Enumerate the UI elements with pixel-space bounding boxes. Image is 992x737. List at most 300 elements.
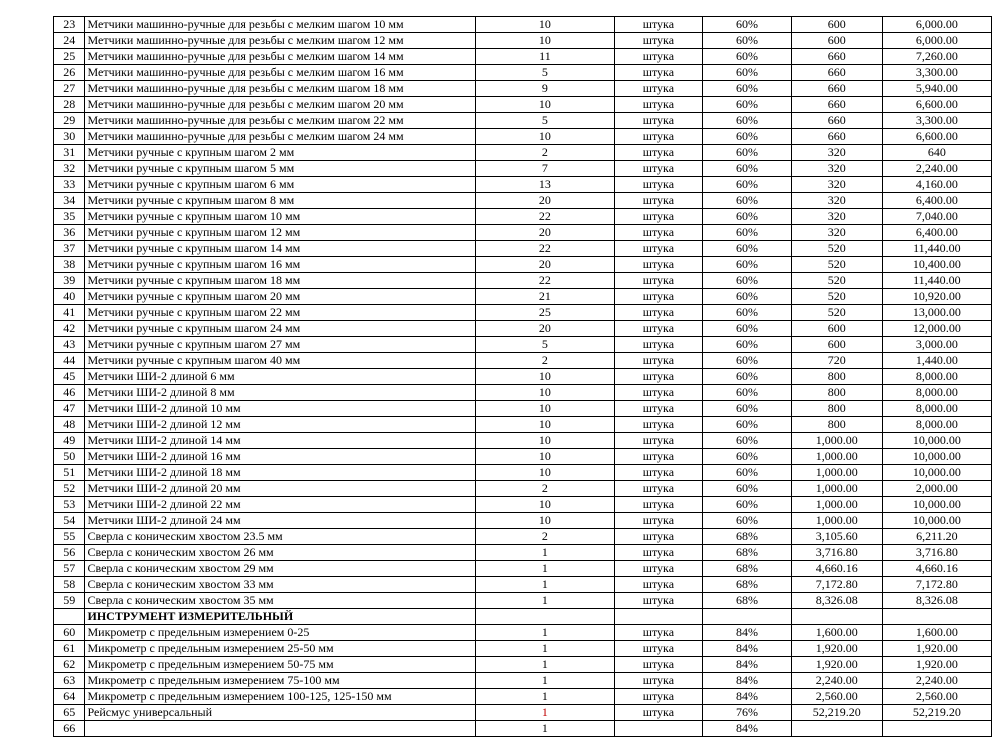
row-number-cell: 65: [54, 705, 85, 721]
percent-cell: 60%: [703, 17, 792, 33]
unit-cell: штука: [614, 177, 703, 193]
item-name-cell: Микрометр с предельным измерением 100-125, 125-150 мм: [85, 689, 476, 705]
quantity-cell: 10: [476, 497, 614, 513]
total-cell: 3,716.80: [882, 545, 991, 561]
item-name-cell: Микрометр с предельным измерением 0-25: [85, 625, 476, 641]
row-number-cell: 50: [54, 449, 85, 465]
table-row: [54, 113, 992, 129]
quantity-cell: 10: [476, 513, 614, 529]
row-number-cell: [54, 609, 85, 625]
table-row: [54, 273, 992, 289]
price-cell: 520: [791, 257, 882, 273]
total-cell: 3,300.00: [882, 113, 991, 129]
price-cell: 3,716.80: [791, 545, 882, 561]
price-cell: 1,920.00: [791, 641, 882, 657]
total-cell: 10,000.00: [882, 513, 991, 529]
item-name-cell: Метчики ручные с крупным шагом 16 мм: [85, 257, 476, 273]
total-cell: 10,000.00: [882, 449, 991, 465]
percent-cell: 60%: [703, 401, 792, 417]
item-name-cell: Метчики ручные с крупным шагом 20 мм: [85, 289, 476, 305]
total-cell: 1,440.00: [882, 353, 991, 369]
quantity-cell: 10: [476, 17, 614, 33]
quantity-cell: 25: [476, 305, 614, 321]
quantity-cell: 1: [476, 593, 614, 609]
item-name-cell: Метчики ручные с крупным шагом 2 мм: [85, 145, 476, 161]
item-name-cell: Метчики ШИ-2 длиной 10 мм: [85, 401, 476, 417]
percent-cell: 60%: [703, 33, 792, 49]
total-cell: 1,600.00: [882, 625, 991, 641]
row-number-cell: 60: [54, 625, 85, 641]
price-cell: 52,219.20: [791, 705, 882, 721]
percent-cell: 68%: [703, 529, 792, 545]
percent-cell: 60%: [703, 433, 792, 449]
unit-cell: штука: [614, 33, 703, 49]
quantity-cell: 11: [476, 49, 614, 65]
unit-cell: штука: [614, 561, 703, 577]
price-cell: 320: [791, 193, 882, 209]
quantity-cell: 10: [476, 401, 614, 417]
unit-cell: штука: [614, 449, 703, 465]
total-cell: 10,000.00: [882, 497, 991, 513]
quantity-cell: 1: [476, 657, 614, 673]
row-number-cell: 41: [54, 305, 85, 321]
table-row: [54, 177, 992, 193]
table-row: [54, 129, 992, 145]
percent-cell: 76%: [703, 705, 792, 721]
percent-cell: 60%: [703, 129, 792, 145]
table-row: [54, 401, 992, 417]
table-row: [54, 497, 992, 513]
quantity-cell: 10: [476, 449, 614, 465]
unit-cell: штука: [614, 49, 703, 65]
table-row: [54, 305, 992, 321]
unit-cell: штука: [614, 369, 703, 385]
total-cell: 3,000.00: [882, 337, 991, 353]
item-name-cell: Метчики ручные с крупным шагом 40 мм: [85, 353, 476, 369]
row-number-cell: 43: [54, 337, 85, 353]
unit-cell: штука: [614, 657, 703, 673]
price-cell: 660: [791, 129, 882, 145]
percent-cell: 60%: [703, 513, 792, 529]
item-name-cell: Метчики машинно-ручные для резьбы с мелким шагом 16 мм: [85, 65, 476, 81]
item-name-cell: Метчики ручные с крупным шагом 12 мм: [85, 225, 476, 241]
price-cell: 1,000.00: [791, 513, 882, 529]
item-name-cell: Метчики машинно-ручные для резьбы с мелким шагом 20 мм: [85, 97, 476, 113]
percent-cell: 60%: [703, 65, 792, 81]
row-number-cell: 24: [54, 33, 85, 49]
row-number-cell: 28: [54, 97, 85, 113]
unit-cell: штука: [614, 113, 703, 129]
quantity-cell: 22: [476, 209, 614, 225]
item-name-cell: Метчики ручные с крупным шагом 6 мм: [85, 177, 476, 193]
quantity-cell: 21: [476, 289, 614, 305]
quantity-cell: 10: [476, 369, 614, 385]
item-name-cell: Метчики машинно-ручные для резьбы с мелким шагом 12 мм: [85, 33, 476, 49]
total-cell: 2,240.00: [882, 673, 991, 689]
price-cell: 320: [791, 209, 882, 225]
total-cell: 8,000.00: [882, 417, 991, 433]
table-row: [54, 225, 992, 241]
quantity-cell: 10: [476, 33, 614, 49]
unit-cell: штука: [614, 337, 703, 353]
unit-cell: штука: [614, 481, 703, 497]
percent-cell: 60%: [703, 241, 792, 257]
table-row: [54, 721, 992, 737]
percent-cell: 60%: [703, 465, 792, 481]
quantity-cell: 1: [476, 577, 614, 593]
table-row: [54, 353, 992, 369]
inventory-table: [53, 16, 992, 737]
table-row: [54, 481, 992, 497]
table-row: [54, 257, 992, 273]
total-cell: 10,920.00: [882, 289, 991, 305]
item-name-cell: Микрометр с предельным измерением 25-50 мм: [85, 641, 476, 657]
price-cell: 600: [791, 337, 882, 353]
price-cell: 320: [791, 177, 882, 193]
quantity-cell: [476, 609, 614, 625]
quantity-cell: 1: [476, 721, 614, 737]
price-cell: 600: [791, 33, 882, 49]
item-name-cell: Метчики ШИ-2 длиной 22 мм: [85, 497, 476, 513]
percent-cell: 68%: [703, 561, 792, 577]
unit-cell: штука: [614, 65, 703, 81]
percent-cell: 60%: [703, 161, 792, 177]
percent-cell: 60%: [703, 113, 792, 129]
total-cell: 2,000.00: [882, 481, 991, 497]
row-number-cell: 30: [54, 129, 85, 145]
percent-cell: 60%: [703, 225, 792, 241]
price-cell: 1,000.00: [791, 465, 882, 481]
quantity-cell: 22: [476, 273, 614, 289]
item-name-cell: Метчики ручные с крупным шагом 22 мм: [85, 305, 476, 321]
row-number-cell: 51: [54, 465, 85, 481]
price-cell: 660: [791, 65, 882, 81]
table-row: [54, 625, 992, 641]
table-row: [54, 529, 992, 545]
item-name-cell: ИНСТРУМЕНТ ИЗМЕРИТЕЛЬНЫЙ: [85, 609, 476, 625]
unit-cell: штука: [614, 465, 703, 481]
price-cell: 1,000.00: [791, 497, 882, 513]
row-number-cell: 62: [54, 657, 85, 673]
percent-cell: 84%: [703, 689, 792, 705]
item-name-cell: Метчики ШИ-2 длиной 16 мм: [85, 449, 476, 465]
table-row: [54, 33, 992, 49]
quantity-cell: 2: [476, 353, 614, 369]
unit-cell: штука: [614, 145, 703, 161]
total-cell: 13,000.00: [882, 305, 991, 321]
row-number-cell: 63: [54, 673, 85, 689]
item-name-cell: Метчики машинно-ручные для резьбы с мелким шагом 14 мм: [85, 49, 476, 65]
item-name-cell: Метчики ручные с крупным шагом 10 мм: [85, 209, 476, 225]
quantity-cell: 10: [476, 433, 614, 449]
quantity-cell: 1: [476, 689, 614, 705]
total-cell: 640: [882, 145, 991, 161]
total-cell: 5,940.00: [882, 81, 991, 97]
total-cell: 1,920.00: [882, 641, 991, 657]
item-name-cell: Сверла с коническим хвостом 29 мм: [85, 561, 476, 577]
row-number-cell: 26: [54, 65, 85, 81]
total-cell: 10,400.00: [882, 257, 991, 273]
row-number-cell: 42: [54, 321, 85, 337]
table-row: [54, 209, 992, 225]
quantity-cell: 20: [476, 257, 614, 273]
unit-cell: штука: [614, 257, 703, 273]
quantity-cell: 13: [476, 177, 614, 193]
table-row: [54, 145, 992, 161]
percent-cell: 60%: [703, 209, 792, 225]
item-name-cell: Метчики ШИ-2 длиной 24 мм: [85, 513, 476, 529]
price-cell: [791, 721, 882, 737]
total-cell: 7,172.80: [882, 577, 991, 593]
total-cell: 10,000.00: [882, 465, 991, 481]
total-cell: 2,240.00: [882, 161, 991, 177]
quantity-cell: 1: [476, 545, 614, 561]
row-number-cell: 56: [54, 545, 85, 561]
row-number-cell: 66: [54, 721, 85, 737]
row-number-cell: 37: [54, 241, 85, 257]
table-body: [54, 17, 992, 737]
total-cell: 6,211.20: [882, 529, 991, 545]
percent-cell: 60%: [703, 321, 792, 337]
table-row: [54, 513, 992, 529]
unit-cell: штука: [614, 417, 703, 433]
percent-cell: [703, 609, 792, 625]
unit-cell: штука: [614, 513, 703, 529]
price-cell: 2,240.00: [791, 673, 882, 689]
item-name-cell: Сверла с коническим хвостом 26 мм: [85, 545, 476, 561]
percent-cell: 84%: [703, 657, 792, 673]
unit-cell: штука: [614, 433, 703, 449]
item-name-cell: Сверла с коническим хвостом 33 мм: [85, 577, 476, 593]
item-name-cell: Метчики ШИ-2 длиной 18 мм: [85, 465, 476, 481]
total-cell: 6,600.00: [882, 129, 991, 145]
price-cell: 7,172.80: [791, 577, 882, 593]
percent-cell: 60%: [703, 385, 792, 401]
row-number-cell: 27: [54, 81, 85, 97]
unit-cell: штука: [614, 321, 703, 337]
total-cell: 6,000.00: [882, 17, 991, 33]
item-name-cell: Рейсмус универсальный: [85, 705, 476, 721]
total-cell: 8,326.08: [882, 593, 991, 609]
percent-cell: 60%: [703, 193, 792, 209]
row-number-cell: 38: [54, 257, 85, 273]
row-number-cell: 48: [54, 417, 85, 433]
total-cell: 6,600.00: [882, 97, 991, 113]
total-cell: 4,660.16: [882, 561, 991, 577]
row-number-cell: 36: [54, 225, 85, 241]
price-cell: 520: [791, 305, 882, 321]
total-cell: 52,219.20: [882, 705, 991, 721]
percent-cell: 68%: [703, 545, 792, 561]
row-number-cell: 52: [54, 481, 85, 497]
price-cell: 800: [791, 401, 882, 417]
quantity-cell: 1: [476, 673, 614, 689]
table-row: [54, 657, 992, 673]
item-name-cell: Метчики машинно-ручные для резьбы с мелким шагом 22 мм: [85, 113, 476, 129]
unit-cell: штука: [614, 545, 703, 561]
price-cell: 3,105.60: [791, 529, 882, 545]
item-name-cell: Метчики ручные с крупным шагом 5 мм: [85, 161, 476, 177]
quantity-cell: 2: [476, 481, 614, 497]
row-number-cell: 33: [54, 177, 85, 193]
row-number-cell: 57: [54, 561, 85, 577]
table-row: [54, 545, 992, 561]
quantity-cell: 10: [476, 97, 614, 113]
item-name-cell: Метчики ШИ-2 длиной 12 мм: [85, 417, 476, 433]
row-number-cell: 55: [54, 529, 85, 545]
table-row: [54, 385, 992, 401]
unit-cell: штука: [614, 209, 703, 225]
quantity-cell: 5: [476, 113, 614, 129]
quantity-cell: 2: [476, 529, 614, 545]
row-number-cell: 61: [54, 641, 85, 657]
table-row: [54, 65, 992, 81]
row-number-cell: 58: [54, 577, 85, 593]
price-cell: 800: [791, 417, 882, 433]
unit-cell: штука: [614, 305, 703, 321]
percent-cell: 84%: [703, 721, 792, 737]
total-cell: 6,000.00: [882, 33, 991, 49]
row-number-cell: 45: [54, 369, 85, 385]
item-name-cell: Метчики ручные с крупным шагом 24 мм: [85, 321, 476, 337]
row-number-cell: 46: [54, 385, 85, 401]
row-number-cell: 34: [54, 193, 85, 209]
percent-cell: 60%: [703, 417, 792, 433]
table-row: [54, 97, 992, 113]
percent-cell: 60%: [703, 337, 792, 353]
item-name-cell: Микрометр с предельным измерением 50-75 мм: [85, 657, 476, 673]
item-name-cell: [85, 721, 476, 737]
price-cell: 660: [791, 49, 882, 65]
unit-cell: штука: [614, 385, 703, 401]
quantity-cell: 10: [476, 417, 614, 433]
quantity-cell: 9: [476, 81, 614, 97]
total-cell: [882, 609, 991, 625]
unit-cell: штука: [614, 401, 703, 417]
unit-cell: штука: [614, 577, 703, 593]
quantity-cell: 20: [476, 225, 614, 241]
percent-cell: 84%: [703, 641, 792, 657]
row-number-cell: 53: [54, 497, 85, 513]
total-cell: 3,300.00: [882, 65, 991, 81]
table-row: [54, 241, 992, 257]
total-cell: 4,160.00: [882, 177, 991, 193]
item-name-cell: Метчики ручные с крупным шагом 18 мм: [85, 273, 476, 289]
total-cell: 1,920.00: [882, 657, 991, 673]
unit-cell: штука: [614, 497, 703, 513]
table-row: [54, 705, 992, 721]
price-cell: 660: [791, 81, 882, 97]
table-row: [54, 577, 992, 593]
price-cell: 320: [791, 145, 882, 161]
table-row: [54, 465, 992, 481]
percent-cell: 60%: [703, 449, 792, 465]
total-cell: 6,400.00: [882, 225, 991, 241]
table-row: [54, 161, 992, 177]
unit-cell: [614, 721, 703, 737]
quantity-cell: 10: [476, 465, 614, 481]
table-row: [54, 17, 992, 33]
unit-cell: штука: [614, 81, 703, 97]
quantity-cell: 1: [476, 625, 614, 641]
quantity-cell: 5: [476, 65, 614, 81]
row-number-cell: 35: [54, 209, 85, 225]
unit-cell: штука: [614, 97, 703, 113]
item-name-cell: Микрометр с предельным измерением 75-100 мм: [85, 673, 476, 689]
item-name-cell: Метчики машинно-ручные для резьбы с мелким шагом 10 мм: [85, 17, 476, 33]
table-row: [54, 449, 992, 465]
price-cell: 660: [791, 113, 882, 129]
unit-cell: штука: [614, 289, 703, 305]
row-number-cell: 40: [54, 289, 85, 305]
table-row: [54, 561, 992, 577]
total-cell: [882, 721, 991, 737]
unit-cell: штука: [614, 17, 703, 33]
item-name-cell: Метчики ШИ-2 длиной 20 мм: [85, 481, 476, 497]
unit-cell: штука: [614, 273, 703, 289]
price-cell: 1,600.00: [791, 625, 882, 641]
total-cell: 8,000.00: [882, 369, 991, 385]
table-row: [54, 321, 992, 337]
quantity-cell: 22: [476, 241, 614, 257]
percent-cell: 60%: [703, 145, 792, 161]
price-cell: 8,326.08: [791, 593, 882, 609]
row-number-cell: 47: [54, 401, 85, 417]
table-row: [54, 369, 992, 385]
price-cell: [791, 609, 882, 625]
quantity-cell: 1: [476, 705, 614, 721]
percent-cell: 60%: [703, 481, 792, 497]
total-cell: 11,440.00: [882, 241, 991, 257]
item-name-cell: Метчики ручные с крупным шагом 8 мм: [85, 193, 476, 209]
quantity-cell: 2: [476, 145, 614, 161]
percent-cell: 60%: [703, 97, 792, 113]
total-cell: 8,000.00: [882, 401, 991, 417]
percent-cell: 60%: [703, 305, 792, 321]
table-row: [54, 289, 992, 305]
percent-cell: 68%: [703, 577, 792, 593]
unit-cell: штука: [614, 689, 703, 705]
item-name-cell: Сверла с коническим хвостом 23.5 мм: [85, 529, 476, 545]
total-cell: 12,000.00: [882, 321, 991, 337]
percent-cell: 60%: [703, 81, 792, 97]
table-row: [54, 81, 992, 97]
row-number-cell: 31: [54, 145, 85, 161]
unit-cell: штука: [614, 161, 703, 177]
item-name-cell: Метчики машинно-ручные для резьбы с мелким шагом 18 мм: [85, 81, 476, 97]
quantity-cell: 10: [476, 129, 614, 145]
price-cell: 600: [791, 321, 882, 337]
unit-cell: штука: [614, 641, 703, 657]
percent-cell: 60%: [703, 257, 792, 273]
item-name-cell: Метчики ручные с крупным шагом 14 мм: [85, 241, 476, 257]
row-number-cell: 32: [54, 161, 85, 177]
price-cell: 1,920.00: [791, 657, 882, 673]
price-cell: 600: [791, 17, 882, 33]
percent-cell: 68%: [703, 593, 792, 609]
total-cell: 7,040.00: [882, 209, 991, 225]
total-cell: 8,000.00: [882, 385, 991, 401]
item-name-cell: Метчики ручные с крупным шагом 27 мм: [85, 337, 476, 353]
total-cell: 2,560.00: [882, 689, 991, 705]
price-cell: 2,560.00: [791, 689, 882, 705]
table-row: [54, 641, 992, 657]
row-number-cell: 39: [54, 273, 85, 289]
quantity-cell: 5: [476, 337, 614, 353]
price-cell: 520: [791, 289, 882, 305]
quantity-cell: 7: [476, 161, 614, 177]
table-row: [54, 433, 992, 449]
